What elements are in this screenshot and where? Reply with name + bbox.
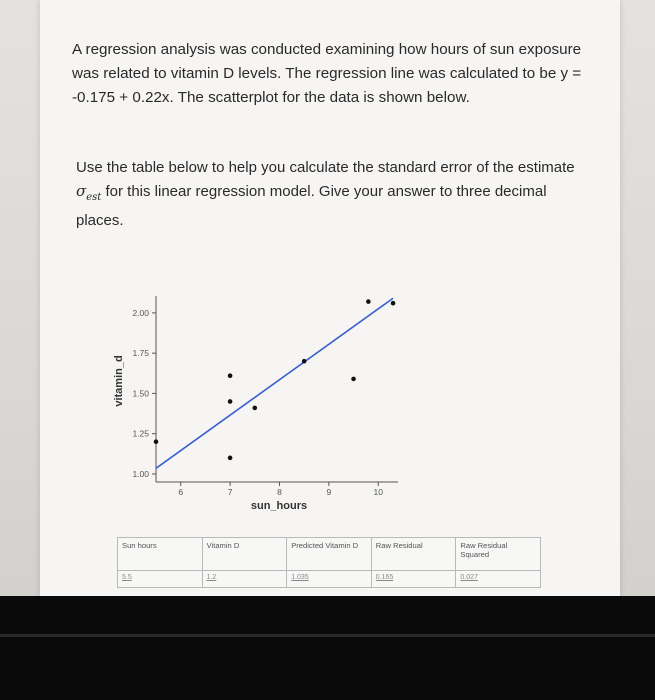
header-sun-hours: Sun hours: [118, 538, 203, 571]
data-point: [228, 373, 233, 378]
x-tick-label: 10: [373, 487, 383, 497]
header-vitamin-d: Vitamin D: [202, 538, 287, 571]
problem-line-3: -0.175 + 0.22x. The scatterplot for the data is shown below.: [72, 89, 470, 106]
y-tick-label: 1.75: [132, 348, 149, 359]
cell-sun-hours: 5.5: [118, 571, 203, 588]
y-tick-label: 2.00: [132, 307, 149, 318]
data-point: [391, 301, 396, 306]
instructions-line-2: [76, 180, 591, 210]
sigma-letter: σ: [76, 181, 87, 200]
table-row: [118, 571, 541, 588]
cell-vitamin-d: 1.2: [202, 571, 287, 588]
sigma-subscript: est: [86, 191, 102, 203]
cell-residual-squared: 0.027: [456, 571, 541, 588]
y-tick-label: 1.50: [132, 388, 149, 399]
data-point: [366, 299, 371, 304]
regression-line: [156, 298, 393, 468]
instructions-line-1: Use the table below to help you calculate the standard error of the estimate: [76, 159, 575, 176]
instructions: [76, 156, 591, 233]
sigma-est-symbol: [76, 181, 102, 203]
problem-line-2: was related to vitamin D levels. The regression line was calculated to be y =: [72, 65, 582, 82]
header-predicted-vitamin-d: Predicted Vitamin D: [287, 538, 372, 571]
table-header-row: [118, 538, 541, 571]
problem-statement: [72, 38, 592, 110]
cell-predicted: 1.035: [287, 571, 372, 588]
instructions-line-2-text: for this linear regression model. Give your answer to three decimal: [101, 182, 547, 200]
problem-line-1: A regression analysis was conducted examining how hours of sun exposure: [72, 41, 582, 58]
y-tick-label: 1.00: [132, 468, 149, 479]
data-point: [252, 406, 257, 411]
residual-table: [117, 537, 541, 588]
x-tick-label: 8: [277, 487, 282, 497]
y-axis-label: vitamin_d: [113, 355, 125, 407]
bezel-stripe: [0, 634, 655, 637]
x-tick-label: 7: [227, 487, 233, 497]
data-point: [302, 359, 307, 364]
header-raw-residual-squared: Raw Residual Squared: [456, 538, 541, 571]
x-tick-label: 9: [326, 487, 332, 497]
screen-bezel: [0, 596, 655, 700]
data-point: [228, 456, 233, 461]
x-tick-label: 6: [178, 487, 184, 497]
x-axis-label: sun_hours: [250, 500, 308, 512]
data-point: [228, 399, 233, 404]
header-raw-residual: Raw Residual: [371, 538, 456, 571]
data-point: [351, 377, 356, 382]
instructions-line-3: places.: [76, 212, 124, 229]
y-tick-label: 1.25: [132, 428, 149, 439]
cell-residual: 0.165: [371, 571, 456, 588]
data-point: [154, 439, 159, 444]
scatterplot: [108, 290, 408, 520]
